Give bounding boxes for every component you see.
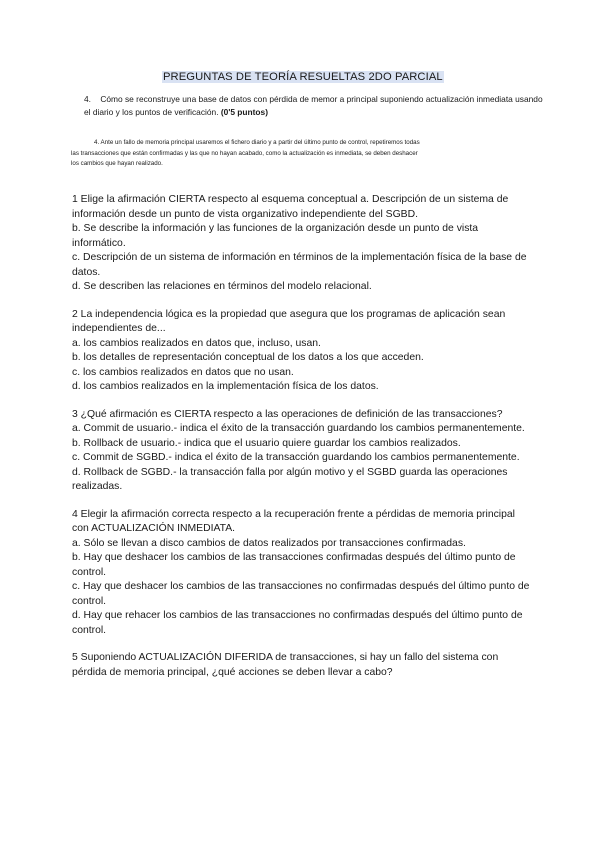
answer-option: d. los cambios realizados en la implementación física de los datos.	[72, 381, 379, 392]
answer-option: b. los detalles de representación conceptual de los datos a los que acceden.	[72, 352, 424, 363]
question-points: (0'5 puntos)	[220, 106, 268, 117]
answer-line: 4. Ante un fallo de memoria principal usaremos el fichero diario y a partir del último punto de control, repetiremos todas	[94, 139, 420, 146]
answer-option: d. Hay que rehacer los cambios de las transacciones no confirmadas después del último punto de control.	[72, 610, 523, 636]
answer-option: b. Rollback de usuario.- indica que el usuario quiere guardar los cambios realizados.	[72, 437, 461, 449]
page-title: PREGUNTAS DE TEORÍA RESUELTAS 2DO PARCIAL	[163, 71, 443, 83]
answer-option: a. los cambios realizados en datos que, incluso, usan.	[72, 337, 321, 349]
answer-line: los cambios que hayan realizado.	[71, 160, 163, 167]
question-2	[72, 308, 532, 395]
answer-option: d. Rollback de SGBD.- la transacción falla por algún motivo y el SGBD guarda las operaciones realizadas.	[72, 466, 508, 492]
answer-option: d. Se describen las relaciones en términos del modelo relacional.	[72, 281, 372, 292]
answer-line: las transacciones que están confirmadas y las que no hayan acabado, como la actualización es inmediata, se deben deshacer	[71, 149, 418, 157]
answer-option: b. Hay que deshacer los cambios de las transacciones confirmadas después del último punto de control.	[72, 552, 516, 578]
question-stem: 5 Suponiendo ACTUALIZACIÓN DIFERIDA de transacciones, si hay un fallo del sistema con pérdida de memoria principal, ¿qué acciones se deben llevar a cabo?	[72, 652, 499, 678]
question-number: 4.	[84, 94, 91, 104]
question-4-header	[84, 93, 544, 118]
answer-option: c. Commit de SGBD.- indica el éxito de la transacción guardando los cambios permanentemente.	[72, 452, 520, 463]
question-text: Cómo se reconstruye una base de datos con pérdida de memor a principal suponiendo actualización inmediata usando el diario y los puntos de verificación.	[84, 94, 543, 117]
answer-option: c. Hay que deshacer los cambios de las transacciones no confirmadas después del último punto de control.	[72, 581, 530, 607]
answer-option: a. Sólo se llevan a disco cambios de datos realizados por transacciones confirmadas.	[72, 537, 466, 549]
question-3	[72, 408, 532, 495]
question-stem: 4 Elegir la afirmación correcta respecto a la recuperación frente a pérdidas de memoria principal con ACTUALIZACIÓN INMEDIATA.	[72, 508, 515, 534]
question-4	[72, 508, 532, 639]
question-4-answer	[71, 138, 536, 170]
question-list	[72, 193, 532, 693]
question-stem: 3 ¿Qué afirmación es CIERTA respecto a las operaciones de definición de las transacciones?	[72, 408, 503, 420]
question-stem: 1 Elige la afirmación CIERTA respecto al esquema conceptual a. Descripción de un sistema de información desde un punto de vista organizativo independiente del SGBD.	[72, 194, 509, 220]
question-1	[72, 193, 532, 295]
answer-option: c. los cambios realizados en datos que no usan.	[72, 366, 294, 378]
answer-option: c. Descripción de un sistema de información en términos de la implementación física de la base de datos.	[72, 252, 527, 278]
question-5	[72, 651, 532, 680]
question-stem: 2 La independencia lógica es la propiedad que asegura que los programas de aplicación sean independientes de...	[72, 308, 506, 334]
answer-option: a. Commit de usuario.- indica el éxito de la transacción guardando los cambios permanentemente.	[72, 423, 525, 434]
answer-option: b. Se describe la información y las funciones de la organización desde un punto de vista informático.	[72, 223, 479, 249]
